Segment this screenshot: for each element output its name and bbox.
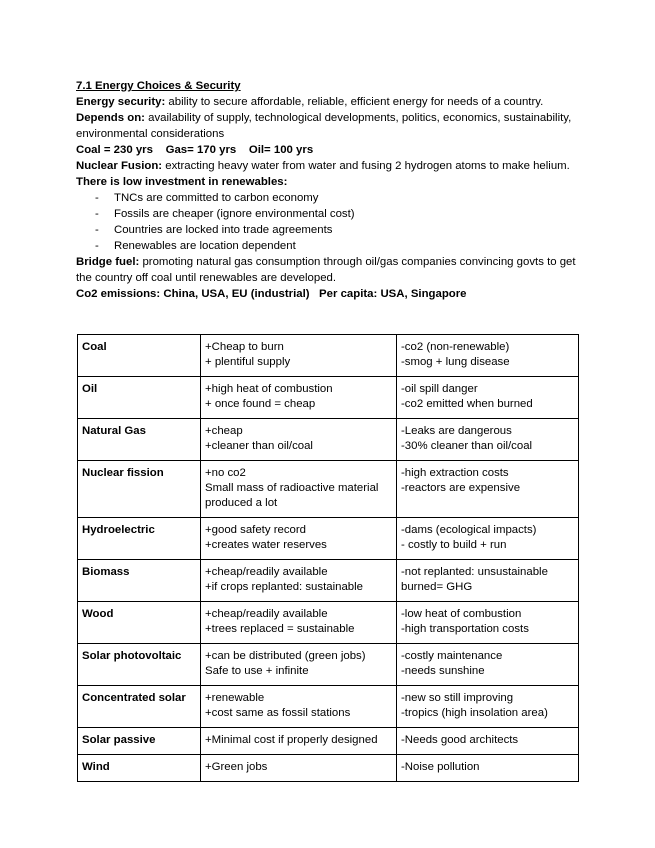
disadvantage-line: -co2 (non-renewable) [401, 341, 510, 353]
table-row [78, 461, 579, 518]
advantage-line: +Minimal cost if properly designed [205, 734, 378, 746]
advantages-cell [201, 755, 397, 782]
disadvantage-line: - costly to build + run [401, 539, 507, 551]
disadvantage-line: -dams (ecological impacts) [401, 524, 537, 536]
advantage-line: +no co2 [205, 467, 246, 479]
disadvantage-line: -needs sunshine [401, 665, 485, 677]
disadvantage-line: -30% cleaner than oil/coal [401, 440, 533, 452]
nuclear-fusion-paragraph [76, 158, 586, 174]
energy-source-cell: Coal [78, 335, 201, 377]
table-row [78, 419, 579, 461]
advantages-cell [201, 728, 397, 755]
advantage-line: +can be distributed (green jobs) [205, 650, 366, 662]
disadvantages-cell [397, 755, 579, 782]
advantage-line: Small mass of radioactive material produced a lot [205, 482, 379, 509]
disadvantage-line: -smog + lung disease [401, 356, 510, 368]
disadvantages-cell [397, 377, 579, 419]
advantages-cell [201, 461, 397, 518]
advantage-line: +cheap/readily available [205, 608, 328, 620]
disadvantages-cell [397, 602, 579, 644]
depends-on-label: Depends on: [76, 112, 145, 124]
disadvantage-line: -low heat of combustion [401, 608, 522, 620]
disadvantage-line: -high transportation costs [401, 623, 529, 635]
advantage-line: +cheap/readily available [205, 566, 328, 578]
bridge-fuel-label: Bridge fuel: [76, 256, 140, 268]
energy-source-cell: Solar passive [78, 728, 201, 755]
advantage-line: +good safety record [205, 524, 306, 536]
advantage-line: +if crops replanted: sustainable [205, 581, 363, 593]
depends-on-text: availability of supply, technological developments, politics, economics, sustainability, environmental considerations [76, 112, 572, 140]
advantages-cell [201, 335, 397, 377]
disadvantages-cell [397, 518, 579, 560]
list-item: - Countries are locked into trade agreements [95, 222, 586, 238]
disadvantages-cell [397, 560, 579, 602]
disadvantage-line: -costly maintenance [401, 650, 503, 662]
table-row [78, 755, 579, 782]
energy-table-body [78, 335, 579, 782]
energy-source-cell: Hydroelectric [78, 518, 201, 560]
low-investment-list [76, 190, 586, 254]
advantages-cell [201, 686, 397, 728]
energy-security-label: Energy security: [76, 96, 166, 108]
energy-source-cell: Nuclear fission [78, 461, 201, 518]
disadvantages-cell [397, 419, 579, 461]
bridge-fuel-text: promoting natural gas consumption through oil/gas companies convincing govts to get the country off coal until renewables are developed. [76, 256, 576, 284]
disadvantage-line: -high extraction costs [401, 467, 509, 479]
table-row [78, 560, 579, 602]
advantages-cell [201, 560, 397, 602]
advantages-cell [201, 518, 397, 560]
disadvantage-line: -tropics (high insolation area) [401, 707, 548, 719]
energy-source-cell: Wood [78, 602, 201, 644]
energy-sources-table [77, 334, 579, 782]
advantage-line: +Green jobs [205, 761, 268, 773]
nuclear-fusion-label: Nuclear Fusion: [76, 160, 163, 172]
advantages-cell [201, 644, 397, 686]
energy-security-text: ability to secure affordable, reliable, efficient energy for needs of a country. [165, 96, 544, 108]
energy-source-cell: Biomass [78, 560, 201, 602]
table-row [78, 518, 579, 560]
depends-on-paragraph [76, 110, 586, 142]
table-row [78, 644, 579, 686]
table-row [78, 728, 579, 755]
co2-emissions-line: Co2 emissions: China, USA, EU (industrial) Per capita: USA, Singapore [76, 288, 467, 300]
energy-source-cell: Wind [78, 755, 201, 782]
disadvantage-line: -Needs good architects [401, 734, 519, 746]
advantages-cell [201, 377, 397, 419]
energy-source-cell: Natural Gas [78, 419, 201, 461]
advantage-line: +cost same as fossil stations [205, 707, 351, 719]
document-body [76, 78, 586, 302]
table-row [78, 602, 579, 644]
advantage-line: + once found = cheap [205, 398, 316, 410]
disadvantage-line: -reactors are expensive [401, 482, 521, 494]
advantage-line: +trees replaced = sustainable [205, 623, 355, 635]
advantage-line: +cheap [205, 425, 243, 437]
disadvantage-line: -new so still improving [401, 692, 514, 704]
list-item: - Fossils are cheaper (ignore environmental cost) [95, 206, 586, 222]
table-row [78, 377, 579, 419]
advantage-line: Safe to use + infinite [205, 665, 309, 677]
energy-source-cell: Concentrated solar [78, 686, 201, 728]
table-row [78, 686, 579, 728]
disadvantages-cell [397, 728, 579, 755]
bridge-fuel-paragraph [76, 254, 586, 286]
list-item: - TNCs are committed to carbon economy [95, 190, 586, 206]
advantages-cell [201, 602, 397, 644]
disadvantage-line: -oil spill danger [401, 383, 478, 395]
disadvantages-cell [397, 335, 579, 377]
low-investment-heading: There is low investment in renewables: [76, 176, 288, 188]
disadvantages-cell [397, 644, 579, 686]
advantage-line: +Cheap to burn [205, 341, 284, 353]
page-title: 7.1 Energy Choices & Security [76, 80, 241, 92]
table-row [78, 335, 579, 377]
advantages-cell [201, 419, 397, 461]
advantage-line: +high heat of combustion [205, 383, 333, 395]
reserves-line: Coal = 230 yrs Gas= 170 yrs Oil= 100 yrs [76, 144, 314, 156]
disadvantage-line: -Noise pollution [401, 761, 480, 773]
energy-security-paragraph [76, 94, 586, 110]
disadvantage-line: -Leaks are dangerous [401, 425, 512, 437]
disadvantages-cell [397, 461, 579, 518]
advantage-line: +cleaner than oil/coal [205, 440, 313, 452]
advantage-line: +creates water reserves [205, 539, 327, 551]
disadvantages-cell [397, 686, 579, 728]
list-item: - Renewables are location dependent [95, 238, 586, 254]
advantage-line: +renewable [205, 692, 265, 704]
nuclear-fusion-text: extracting heavy water from water and fusing 2 hydrogen atoms to make helium. [162, 160, 570, 172]
energy-source-cell: Solar photovoltaic [78, 644, 201, 686]
disadvantage-line: -not replanted: unsustainable burned= GHG [401, 566, 548, 593]
energy-source-cell: Oil [78, 377, 201, 419]
advantage-line: + plentiful supply [205, 356, 291, 368]
disadvantage-line: -co2 emitted when burned [401, 398, 533, 410]
